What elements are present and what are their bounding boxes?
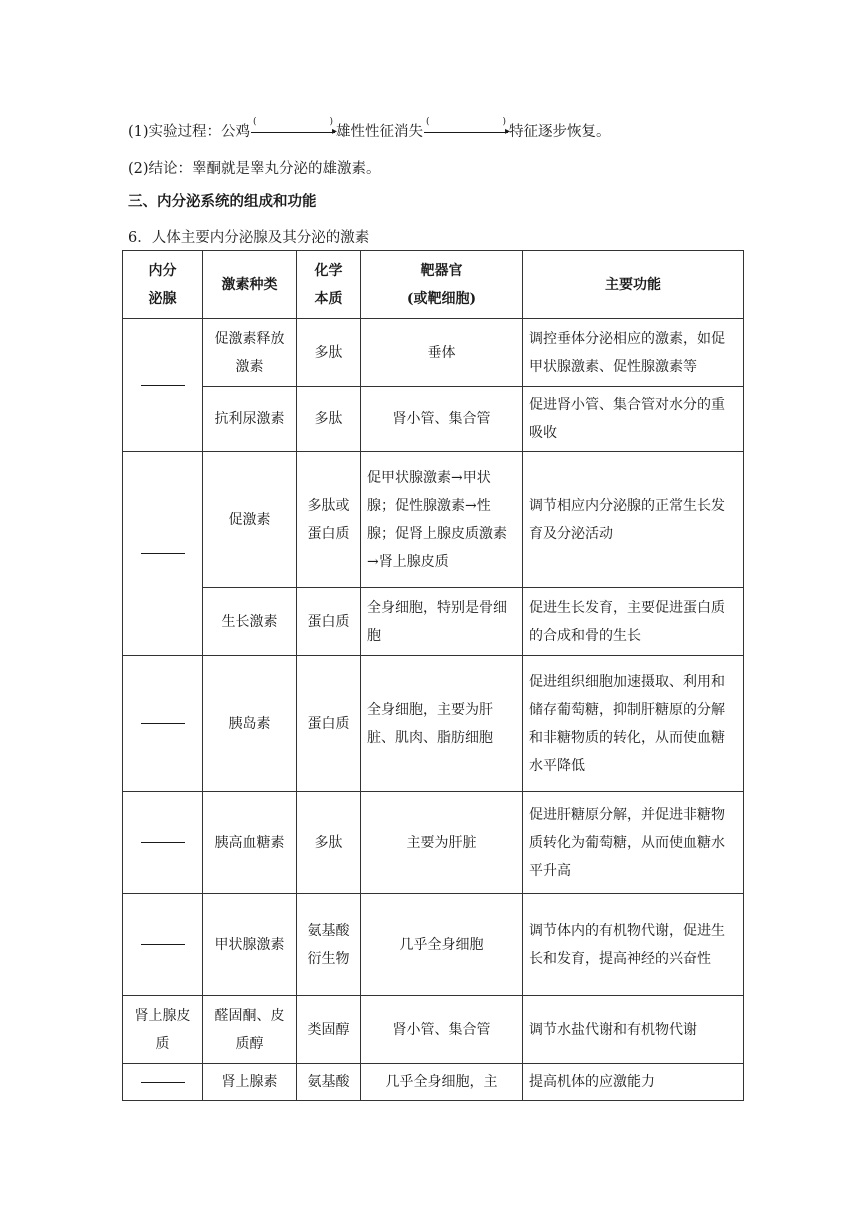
table-row <box>123 387 744 452</box>
function-cell: 调节体内的有机物代谢，促进生长和发育，提高神经的兴奋性 <box>523 894 744 996</box>
chem-cell: 多肽 <box>297 387 361 452</box>
chem-cell: 类固醇 <box>297 996 361 1064</box>
fill-blank <box>141 553 185 554</box>
experiment-process-mid: 雄性性征消失 <box>336 124 424 140</box>
chem-cell: 多肽或蛋白质 <box>297 452 361 588</box>
function-cell: 促进生长发育，主要促进蛋白质的合成和骨的生长 <box>523 588 744 656</box>
chem-cell: 蛋白质 <box>297 588 361 656</box>
fill-blank <box>141 842 185 843</box>
conclusion-line: (2)结论：睾酮就是睾丸分泌的雄激素。 <box>128 161 381 177</box>
table-row <box>123 996 744 1064</box>
hormone-cell: 胰高血糖素 <box>203 792 297 894</box>
function-cell: 提高机体的应激能力 <box>523 1064 744 1101</box>
hormone-cell: 醛固酮、皮质醇 <box>203 996 297 1064</box>
arrow-icon: ( ) ▸ <box>253 117 338 137</box>
table-row <box>123 894 744 996</box>
target-cell: 促甲状腺激素→甲状腺；促性腺激素→性腺；促肾上腺皮质激素→肾上腺皮质 <box>361 452 523 588</box>
table-row <box>123 792 744 894</box>
target-cell: 垂体 <box>361 319 523 387</box>
table-row <box>123 1064 744 1101</box>
header-target: 靶器官 (或靶细胞) <box>361 251 523 319</box>
chem-cell: 氨基酸衍生物 <box>297 894 361 996</box>
fill-blank <box>141 944 185 945</box>
target-cell: 全身细胞，主要为肝脏、肌肉、脂肪细胞 <box>361 656 523 792</box>
fill-blank <box>141 723 185 724</box>
gland-blank-cell <box>123 319 203 452</box>
target-cell: 肾小管、集合管 <box>361 996 523 1064</box>
target-cell: 几乎全身细胞，主 <box>361 1064 523 1101</box>
target-cell: 全身细胞，特别是骨细胞 <box>361 588 523 656</box>
target-cell: 主要为肝脏 <box>361 792 523 894</box>
target-cell: 肾小管、集合管 <box>361 387 523 452</box>
experiment-process-label: (1)实验过程：公鸡 <box>128 124 251 140</box>
function-cell: 调节水盐代谢和有机物代谢 <box>523 996 744 1064</box>
gland-blank-cell <box>123 894 203 996</box>
table-header-row <box>123 251 744 319</box>
gland-blank-cell <box>123 792 203 894</box>
chem-cell: 蛋白质 <box>297 656 361 792</box>
hormone-table <box>122 250 744 1101</box>
fill-blank <box>141 1082 185 1083</box>
hormone-cell: 甲状腺激素 <box>203 894 297 996</box>
hormone-cell: 生长激素 <box>203 588 297 656</box>
function-cell: 调控垂体分泌相应的激素，如促甲状腺激素、促性腺激素等 <box>523 319 744 387</box>
arrow-icon: ( ) ▸ <box>426 117 511 137</box>
gland-blank-cell <box>123 656 203 792</box>
chem-cell: 多肽 <box>297 792 361 894</box>
function-cell: 调节相应内分泌腺的正常生长发育及分泌活动 <box>523 452 744 588</box>
fill-blank <box>141 385 185 386</box>
experiment-process-line <box>128 117 611 141</box>
table-row <box>123 588 744 656</box>
chem-cell: 多肽 <box>297 319 361 387</box>
function-cell: 促进组织细胞加速摄取、利用和储存葡萄糖，抑制肝糖原的分解和非糖物质的转化，从而使血糖水平降低 <box>523 656 744 792</box>
table-row <box>123 656 744 792</box>
hormone-cell: 促激素 <box>203 452 297 588</box>
header-gland: 内分 泌腺 <box>123 251 203 319</box>
header-function: 主要功能 <box>523 251 744 319</box>
experiment-process-end: 特征逐步恢复。 <box>509 124 611 140</box>
subsection-title: 6．人体主要内分泌腺及其分泌的激素 <box>128 230 370 246</box>
function-cell: 促进肾小管、集合管对水分的重吸收 <box>523 387 744 452</box>
target-cell: 几乎全身细胞 <box>361 894 523 996</box>
chem-cell: 氨基酸 <box>297 1064 361 1101</box>
hormone-cell: 促激素释放激素 <box>203 319 297 387</box>
hormone-cell: 抗利尿激素 <box>203 387 297 452</box>
hormone-cell: 胰岛素 <box>203 656 297 792</box>
header-chem: 化学 本质 <box>297 251 361 319</box>
hormone-cell: 肾上腺素 <box>203 1064 297 1101</box>
gland-blank-cell <box>123 452 203 656</box>
gland-blank-cell <box>123 1064 203 1101</box>
table-row <box>123 319 744 387</box>
gland-cell: 肾上腺皮质 <box>123 996 203 1064</box>
header-hormone: 激素种类 <box>203 251 297 319</box>
section-title: 三、内分泌系统的组成和功能 <box>128 193 317 210</box>
function-cell: 促进肝糖原分解，并促进非糖物质转化为葡萄糖，从而使血糖水平升高 <box>523 792 744 894</box>
table-row <box>123 452 744 588</box>
